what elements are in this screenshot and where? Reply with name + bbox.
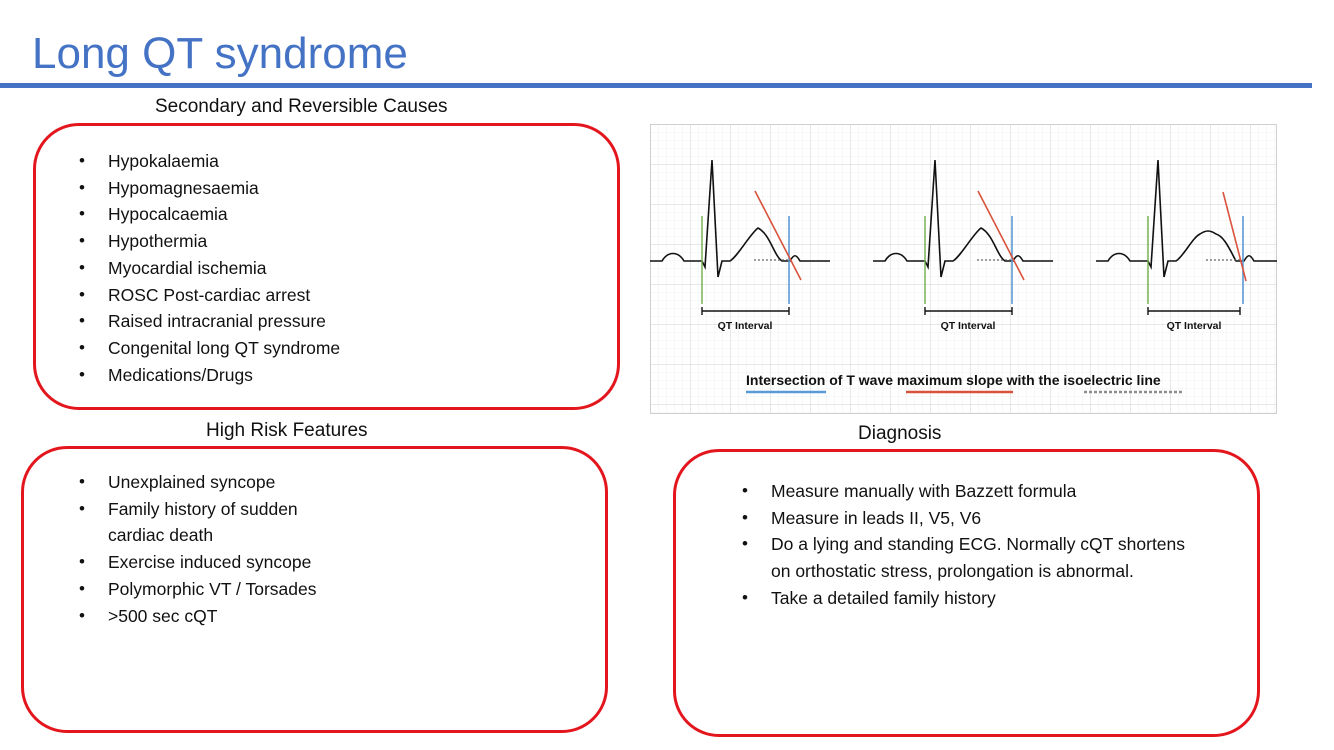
- list-item: • Myocardial ischemia: [74, 255, 594, 282]
- secondary-causes-list: [74, 148, 594, 388]
- high-risk-box: [21, 446, 608, 733]
- page-title: Long QT syndrome: [32, 29, 408, 78]
- list-item: • Raised intracranial pressure: [74, 308, 594, 335]
- list-item: • Polymorphic VT / Torsades: [74, 576, 344, 603]
- list-item: • Medications/Drugs: [74, 362, 594, 389]
- ecg-qt-figure: [650, 124, 1277, 414]
- diagnosis-list: [737, 478, 1207, 612]
- high-risk-heading: High Risk Features: [206, 420, 368, 441]
- list-item: • Family history of sudden cardiac death: [74, 496, 344, 549]
- list-item: • Measure in leads II, V5, V6: [737, 505, 1207, 532]
- list-item: • Measure manually with Bazzett formula: [737, 478, 1207, 505]
- list-item: • Take a detailed family history: [737, 585, 1207, 612]
- qt-interval-label: QT Interval: [1166, 320, 1222, 332]
- list-item: • Exercise induced syncope: [74, 549, 344, 576]
- secondary-causes-heading: Secondary and Reversible Causes: [155, 96, 448, 117]
- high-risk-list: [74, 469, 344, 629]
- ecg-grid: [650, 124, 1277, 414]
- diagnosis-box: [673, 449, 1260, 737]
- title-underline: [0, 83, 1312, 88]
- qt-interval-label: QT Interval: [717, 320, 773, 332]
- list-item: • >500 sec cQT: [74, 603, 344, 630]
- list-item: • Hypokalaemia: [74, 148, 594, 175]
- list-item: • Unexplained syncope: [74, 469, 344, 496]
- list-item: • Congenital long QT syndrome: [74, 335, 594, 362]
- list-item: • Hypomagnesaemia: [74, 175, 594, 202]
- list-item: • ROSC Post-cardiac arrest: [74, 282, 594, 309]
- figure-caption: Intersection of T wave maximum slope with the isoelectric line: [746, 372, 1161, 388]
- qt-interval-label: QT Interval: [940, 320, 996, 332]
- list-item: • Hypothermia: [74, 228, 594, 255]
- secondary-causes-box: [33, 123, 620, 410]
- list-item: • Do a lying and standing ECG. Normally cQT shortens on orthostatic stress, prolongation is abnormal.: [737, 531, 1207, 584]
- diagnosis-heading: Diagnosis: [858, 423, 942, 444]
- list-item: • Hypocalcaemia: [74, 201, 594, 228]
